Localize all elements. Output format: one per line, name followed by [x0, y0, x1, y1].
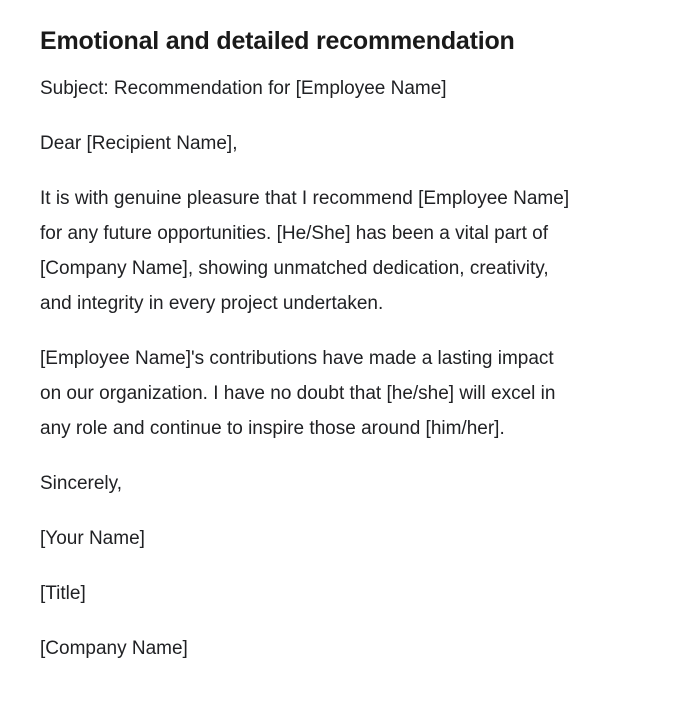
letter-line: [Your Name]: [40, 528, 145, 549]
letter-line: [Title]: [40, 583, 86, 604]
page-title: Emotional and detailed recommendation: [40, 27, 515, 55]
signature-title: [40, 576, 660, 611]
letter-line: on our organization. I have no doubt that [he/she] will excel in: [40, 383, 556, 404]
letter-line: It is with genuine pleasure that I recommend [Employee Name]: [40, 188, 570, 209]
letter-line: [Company Name]: [40, 638, 188, 659]
salutation: [40, 126, 660, 161]
letter-line: [Company Name], showing unmatched dedication, creativity,: [40, 258, 549, 279]
signature-company: [40, 631, 660, 666]
signature-name: [40, 521, 660, 556]
letter-line: Subject: Recommendation for [Employee Name]: [40, 78, 447, 99]
letter-line: for any future opportunities. [He/She] has been a vital part of: [40, 223, 549, 244]
closing: [40, 466, 660, 501]
letter-line: [Employee Name]'s contributions have made a lasting impact: [40, 348, 554, 369]
letter-body: [40, 71, 660, 666]
subject-line: [40, 71, 660, 106]
body-paragraph-1: [40, 181, 660, 321]
letter-line: and integrity in every project undertaken.: [40, 293, 384, 314]
letter-line: Dear [Recipient Name],: [40, 133, 238, 154]
letter-line: Sincerely,: [40, 473, 123, 494]
body-paragraph-2: [40, 341, 660, 446]
letter-line: any role and continue to inspire those around [him/her].: [40, 418, 505, 439]
